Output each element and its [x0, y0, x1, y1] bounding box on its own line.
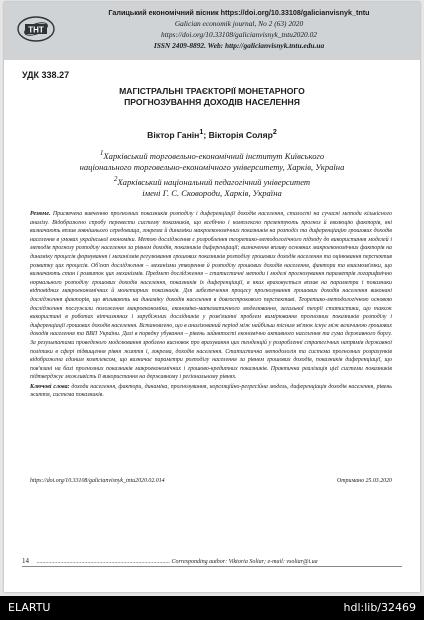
author-2-sup: 2: [272, 128, 277, 136]
repository-name[interactable]: ELARTU: [8, 601, 51, 614]
author-separator: ;: [203, 129, 209, 140]
keywords-text: доходи населення, фактори, динаміка, прогнозування, кореляційно-регресійна модель, диференціація доходів населення, рівень життя, система показників.: [30, 383, 392, 399]
paper-page: [4, 2, 420, 592]
affil-line-1: Харківський торговельно-економічний інститут Київського: [103, 150, 325, 161]
title-line-2: ПРОГНОЗУВАННЯ ДОХОДІВ НАСЕЛЕННЯ: [124, 97, 300, 107]
paper-title: [4, 86, 420, 108]
page-number: 14: [22, 557, 29, 565]
corresponding-author: Corresponding author: Viktoria Soliar; e-mail: vsoliar@i.ua: [171, 559, 318, 565]
received-date: Отримано 25.03.2020: [337, 478, 392, 484]
journal-title: Галицький економічний вісник https://doi.org/10.33108/galicianvisnyk_tntu: [108, 8, 370, 17]
authors: [4, 128, 420, 140]
handle-id[interactable]: hdl:lib/32469: [343, 601, 416, 614]
abstract: [30, 210, 392, 400]
logo-text: ТНТ: [28, 25, 44, 35]
footer-dots: .........................................................................................: [36, 559, 170, 565]
journal-header: [4, 2, 420, 60]
footer-rule: [22, 566, 402, 567]
affil-line-3: Харківський національний педагогічний університет: [117, 176, 311, 187]
journal-header-text: [64, 7, 414, 51]
abstract-label: Резюме.: [30, 211, 51, 217]
repository-bar: [0, 596, 424, 620]
doi-row: [30, 478, 392, 484]
issn-web: ISSN 2409-8892. Web: http://galicianvisnyk.tntu.edu.ua: [153, 41, 325, 50]
article-doi-link[interactable]: https://doi.org/10.33108/galicianvisnyk_tntu2020.02.014: [30, 478, 165, 484]
affil-line-2: національного торговельно-економічного університету, Харків, Україна: [79, 162, 345, 173]
affil-1-sup: 1: [99, 149, 104, 157]
author-1: Віктор Ганін: [147, 129, 200, 140]
keywords-label: Ключові слова:: [30, 383, 70, 390]
author-1-sup: 1: [199, 128, 204, 136]
issue-doi: https://doi.org/10.33108/galicianvisnyk_tntu2020.02: [161, 30, 317, 39]
abstract-text: Присвячена вивченню прогнозних показників розподілу і диференціації доходів населення, сталості на сучасні методи кількісного аналізу. Відображено спробу перевести систему показників, що всебічно і комплексно презентують прогноз й еволюцію факторів, які визначають вплив зовнішнього середовища, зокрема й динаміки макроекономічних показників на розподіл та диференціацію грошових доходів населення в умовах української економіки. Метою дослідження є розроблення теоретико-методологічного підходу до використання моделей і методів прогнозу розподілу населення за рівнем доходів, показників диференціації; визначення впливу основних макроекономічних факторів на динаміку процесів формування і механізмів регулювання грошових показників розподілу грошових доходів населення та оцінювання перспектив розвитку цих процесів. Об'єкт дослідження – механізми утворення й розподілу грошових доходів населення, фактори та взаємозв'язки, що визначають стан і розвиток цих механізмів. Предмет дослідження – статистичні методи і моделі прогнозування параметрів логарифмічно нормального розподілу грошових доходів населення, показників їх диференціації, в яких враховується вплив на параметри і показники відповідних макроекономічних й монетарних показників. Для забезпечення процесу прогнозування грошових доходів населення виконані дослідження факторів, що впливають на динаміку доходів населення в довгострокового перспективі. Теоретико-методологічною основою дослідження послужили положення макроекономіки, економіко-математичного моделювання, загальної теорії статистики, що також використані в роботах вітчизняних і зарубіжних дослідників у розв'язанні проблем вимірювання прогнозних показників розподілу і диференціації грошових доходів населення. Встановлено, що в аналізований період між найбільш тісним зв'язок існує між величиною грошових доходів населення та ВВП України. Далі в порядку убування – рівень зайнятості економічно активного населення та сума державного боргу. За результатами проведеного моделювання зроблено висновок про врахування цих тенденцій у розробленні стратегічних напрямів державної політики в сфері підвищення рівня життя і, зокрема, доходів населення. Статистична методологія та система прогнозних розрахунків відображена єдиним комплексом, що визначає параметри розподілу населення за рівнем грошових доходів, показників диференціації, що пов'язані на базі прогнозних показників макроекономічних і грошово-кредитних показників. Практична реалізація цієї системи показників підтверджує можливість її використання на державному і регіональному рівнях.: [30, 211, 392, 381]
title-line-1: МАГІСТРАЛЬНІ ТРАЄКТОРІЇ МОНЕТАРНОГО: [119, 86, 305, 96]
affil-line-4: імені Г. С. Сковороди, Харків, Україна: [142, 187, 282, 198]
journal-title-en: Galician economik journal, No 2 (63) 2020: [174, 19, 304, 28]
author-2: Вікторія Соляр: [208, 129, 273, 140]
affil-2-sup: 2: [113, 174, 118, 183]
affiliations: [4, 148, 420, 199]
udk-code: УДК 338.27: [22, 70, 70, 80]
page-footer: [22, 557, 402, 565]
tntu-logo-icon: [16, 14, 56, 44]
